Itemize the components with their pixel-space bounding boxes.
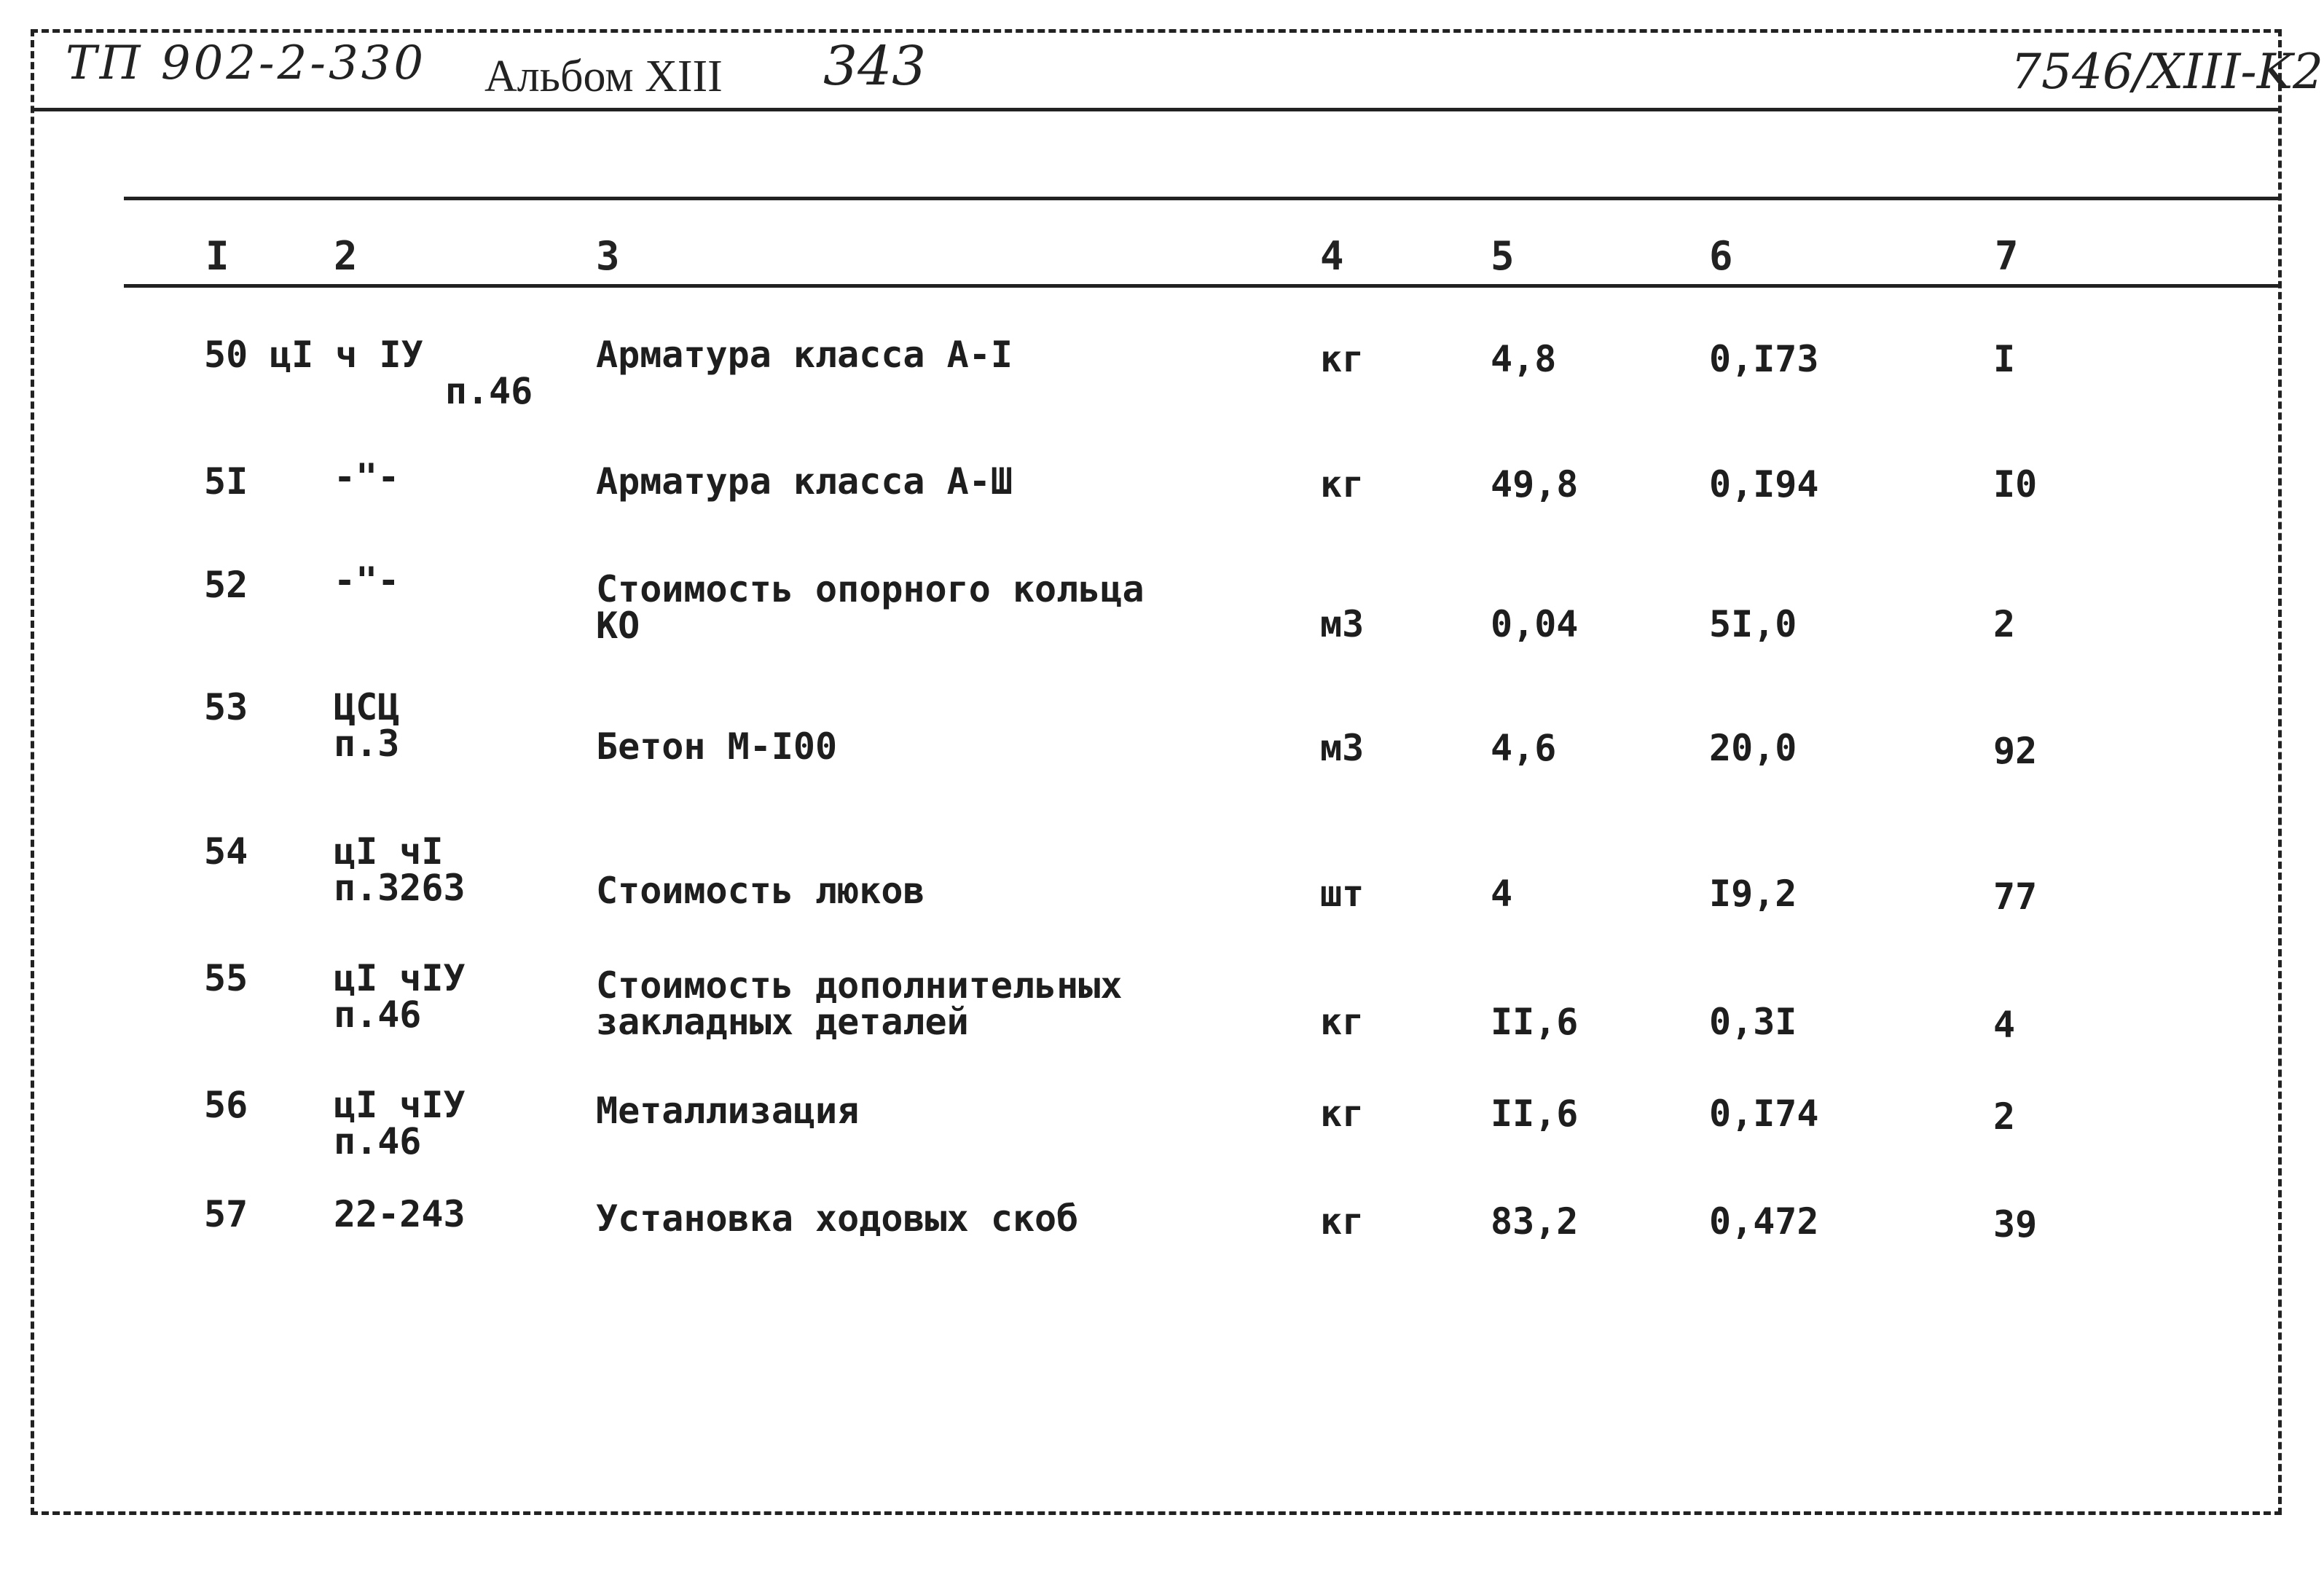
- row-quantity: 4,8: [1491, 338, 1557, 380]
- row-item-name: Бетон М-I00: [596, 725, 838, 768]
- row-quantity: 83,2: [1491, 1200, 1579, 1243]
- row-total: 92: [1993, 730, 2038, 772]
- column-header-1: I: [205, 233, 229, 279]
- row-unit-price: 20,0: [1709, 727, 1797, 769]
- row-item-name: Арматура класса А-I: [596, 334, 1013, 376]
- column-header-2: 2: [334, 233, 358, 279]
- row-quantity: II,6: [1491, 1001, 1579, 1043]
- row-number: 53: [204, 686, 248, 728]
- row-unit-price: 0,I73: [1709, 338, 1819, 380]
- row-total: 2: [1993, 1095, 2016, 1138]
- row-total: I0: [1993, 463, 2038, 505]
- page-number: 343: [823, 35, 927, 98]
- column-header-7: 7: [1995, 233, 2019, 279]
- row-quantity: 0,04: [1491, 603, 1579, 645]
- row-unit: кг: [1320, 1093, 1365, 1135]
- row-reference: ЦСЦ п.3: [334, 686, 400, 765]
- row-unit-price: 0,I74: [1709, 1093, 1819, 1135]
- row-total: 4: [1993, 1004, 2016, 1046]
- row-unit: кг: [1320, 1001, 1365, 1043]
- row-item-name: Установка ходовых скоб: [596, 1197, 1079, 1240]
- row-unit: кг: [1320, 1200, 1365, 1243]
- row-number: 57: [204, 1193, 248, 1235]
- row-quantity: 49,8: [1491, 463, 1579, 505]
- page-frame: [31, 29, 2282, 1515]
- row-number: 56: [204, 1084, 248, 1126]
- row-unit-price: I9,2: [1709, 873, 1797, 915]
- row-item-name: Арматура класса А-Ш: [596, 460, 1013, 503]
- row-unit: м3: [1320, 603, 1365, 645]
- row-total: I: [1993, 338, 2016, 380]
- row-reference: цI ч IУ п.46: [270, 334, 533, 412]
- row-reference: цI чI п.3263: [334, 830, 466, 909]
- column-header-6: 6: [1709, 233, 1733, 279]
- row-total: 2: [1993, 603, 2016, 645]
- row-number: 52: [204, 564, 248, 606]
- row-unit-price: 0,3I: [1709, 1001, 1797, 1043]
- row-number: 54: [204, 830, 248, 873]
- row-number: 5I: [204, 460, 248, 503]
- row-quantity: 4: [1491, 873, 1513, 915]
- row-unit: м3: [1320, 727, 1365, 769]
- row-unit-price: 0,I94: [1709, 463, 1819, 505]
- row-quantity: II,6: [1491, 1093, 1579, 1135]
- header-divider: [31, 108, 2282, 111]
- column-header-3: 3: [596, 233, 620, 279]
- row-number: 55: [204, 957, 248, 999]
- row-item-name: Металлизация: [596, 1090, 860, 1132]
- row-unit: шт: [1320, 873, 1365, 915]
- column-header-5: 5: [1491, 233, 1515, 279]
- document-reference: 7546/XIII-K2: [2011, 44, 2323, 100]
- row-item-name: Стоимость опорного кольца КО: [596, 568, 1145, 647]
- row-unit-price: 5I,0: [1709, 603, 1797, 645]
- row-reference: цI чIУ п.46: [334, 1084, 466, 1162]
- album-label: Альбом XIII: [484, 52, 723, 101]
- row-unit-price: 0,472: [1709, 1200, 1819, 1243]
- row-reference: -"-: [334, 559, 400, 602]
- table-top-rule: [124, 197, 2280, 200]
- row-reference: цI чIУ п.46: [334, 957, 466, 1036]
- table-header-rule: [124, 284, 2280, 288]
- row-quantity: 4,6: [1491, 727, 1557, 769]
- row-item-name: Стоимость люков: [596, 870, 925, 912]
- row-unit: кг: [1320, 463, 1365, 505]
- row-total: 39: [1993, 1203, 2038, 1246]
- row-number: 50: [204, 334, 248, 376]
- row-reference: 22-243: [334, 1193, 466, 1235]
- document-code: ТП 902-2-330: [66, 36, 427, 90]
- row-unit: кг: [1320, 338, 1365, 380]
- row-reference: -"-: [334, 456, 400, 498]
- column-header-4: 4: [1320, 233, 1344, 279]
- row-total: 77: [1993, 875, 2038, 918]
- row-item-name: Стоимость дополнительных закладных деталей: [596, 964, 1123, 1043]
